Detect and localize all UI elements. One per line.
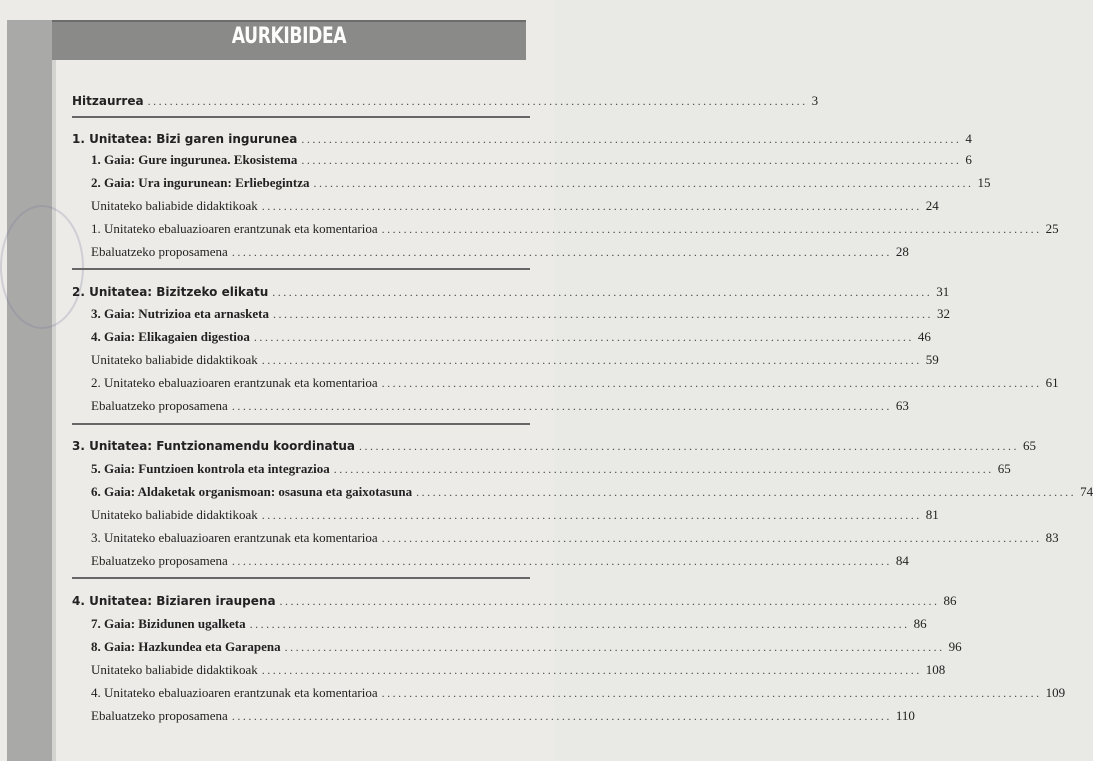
leader-dots: ........................................................................................................................ <box>416 485 1077 499</box>
toc-page-number: 46 <box>917 329 931 344</box>
leader-dots: ........................................................................................................................ <box>381 222 1042 236</box>
toc-entry <box>72 398 909 418</box>
toc-entry <box>72 530 1059 550</box>
toc-page-number: 65 <box>1022 438 1036 453</box>
leader-dots: ........................................................................................................................ <box>272 285 933 299</box>
toc-entry-label: Ebaluatzeko proposamena <box>91 708 228 723</box>
toc-entry-label: Ebaluatzeko proposamena <box>91 553 228 568</box>
leader-dots: ........................................................................................................................ <box>284 640 945 654</box>
toc-page-number: 84 <box>895 553 909 568</box>
leader-dots: ........................................................................................................................ <box>381 686 1042 700</box>
toc-page-number: 3 <box>811 93 819 108</box>
toc-page-number: 109 <box>1045 685 1066 700</box>
leader-dots: ........................................................................................................................ <box>147 94 808 108</box>
toc-entry-label: Unitateko baliabide didaktikoak <box>91 352 258 367</box>
leader-dots: ........................................................................................................................ <box>249 617 910 631</box>
leader-dots: ........................................................................................................................ <box>381 376 1042 390</box>
section-divider <box>72 577 530 579</box>
leader-dots: ........................................................................................................................ <box>261 199 922 213</box>
toc-page-number: 61 <box>1045 375 1059 390</box>
leader-dots: ........................................................................................................................ <box>261 508 922 522</box>
toc-unit-entry <box>72 593 957 613</box>
toc-page-number: 86 <box>943 593 957 608</box>
section-divider <box>72 268 530 270</box>
toc-page-number: 59 <box>925 352 939 367</box>
toc-page-number: 25 <box>1045 221 1059 236</box>
toc-entry-label: 4. Unitateko ebaluazioaren erantzunak eta komentarioa <box>91 685 378 700</box>
toc-entry-label: 3. Unitateko ebaluazioaren erantzunak eta komentarioa <box>91 530 378 545</box>
toc-page-number: 63 <box>895 398 909 413</box>
toc-entry <box>72 352 939 372</box>
toc-entry-label: 2. Unitateko ebaluazioaren erantzunak eta komentarioa <box>91 375 378 390</box>
leader-dots: ........................................................................................................................ <box>333 462 994 476</box>
toc-entry-label: Ebaluatzeko proposamena <box>91 398 228 413</box>
side-bar <box>7 20 52 761</box>
leader-dots: ........................................................................................................................ <box>231 709 892 723</box>
toc-page-number: 74 <box>1080 484 1093 499</box>
toc-page-number: 96 <box>948 639 962 654</box>
leader-dots: ........................................................................................................................ <box>261 663 922 677</box>
leader-dots: ........................................................................................................................ <box>279 594 940 608</box>
toc-entry-label: 2. Gaia: Ura ingurunean: Erliebegintza <box>91 175 310 190</box>
toc-unit-entry <box>72 438 1036 458</box>
toc-entry-label: Ebaluatzeko proposamena <box>91 244 228 259</box>
leader-dots: ........................................................................................................................ <box>273 307 934 321</box>
leader-dots: ........................................................................................................................ <box>358 439 1019 453</box>
toc-lesson-entry <box>72 329 931 349</box>
toc-lesson-entry <box>72 484 1093 504</box>
toc-entry-label: 3. Gaia: Nutrizioa eta arnasketa <box>91 306 270 321</box>
leader-dots: ........................................................................................................................ <box>253 330 914 344</box>
section-divider <box>72 423 530 425</box>
section-divider <box>72 116 530 118</box>
toc-page-number: 4 <box>965 131 972 146</box>
toc-page-number: 108 <box>925 662 946 677</box>
toc-entry-label: 6. Gaia: Aldaketak organismoan: osasuna eta gaixotasuna <box>91 484 413 499</box>
toc-entry-label: 1. Gaia: Gure ingurunea. Ekosistema <box>91 152 298 167</box>
toc-entry <box>72 244 909 264</box>
leader-dots: ........................................................................................................................ <box>231 399 892 413</box>
toc-entry <box>72 708 915 728</box>
toc-lesson-entry <box>72 616 927 636</box>
toc-entry-label: Unitateko baliabide didaktikoak <box>91 662 258 677</box>
toc-entry <box>72 507 939 527</box>
toc-page-number: 32 <box>937 306 951 321</box>
leader-dots: ........................................................................................................................ <box>261 353 922 367</box>
toc-page-number: 31 <box>936 284 950 299</box>
toc-page-number: 83 <box>1045 530 1059 545</box>
toc-entry-label: 1. Unitatea: Bizi garen ingurunea <box>72 132 298 146</box>
toc-entry-label: Unitateko baliabide didaktikoak <box>91 507 258 522</box>
toc-page-number: 6 <box>965 152 972 167</box>
toc-page-number: 28 <box>895 244 909 259</box>
page-title: AURKIBIDEA <box>231 24 347 49</box>
toc-entry <box>72 375 1059 395</box>
toc-page-number: 110 <box>895 708 915 723</box>
leader-dots: ........................................................................................................................ <box>301 132 962 146</box>
toc-lesson-entry <box>72 175 991 195</box>
leader-dots: ........................................................................................................................ <box>231 554 892 568</box>
toc-entry <box>72 553 909 573</box>
toc-unit-entry <box>72 131 972 151</box>
toc-unit-entry <box>72 93 819 113</box>
toc-entry-label: 1. Unitateko ebaluazioaren erantzunak eta komentarioa <box>91 221 378 236</box>
toc-entry-label: 4. Gaia: Elikagaien digestioa <box>91 329 250 344</box>
toc-entry-label: 7. Gaia: Bizidunen ugalketa <box>91 616 246 631</box>
toc-entry-label: Unitateko baliabide didaktikoak <box>91 198 258 213</box>
toc-page-number: 24 <box>925 198 939 213</box>
leader-dots: ........................................................................................................................ <box>381 531 1042 545</box>
toc-lesson-entry <box>72 152 972 172</box>
toc-page-number: 86 <box>913 616 927 631</box>
toc-entry <box>72 662 946 682</box>
toc-entry-label: 8. Gaia: Hazkundea eta Garapena <box>91 639 281 654</box>
leader-dots: ........................................................................................................................ <box>231 245 892 259</box>
toc-entry <box>72 221 1059 241</box>
toc-entry-label: 3. Unitatea: Funtzionamendu koordinatua <box>72 439 355 453</box>
toc-page-number: 81 <box>925 507 939 522</box>
toc-page-number: 65 <box>997 461 1011 476</box>
leader-dots: ........................................................................................................................ <box>313 176 974 190</box>
toc-lesson-entry <box>72 461 1011 481</box>
toc-lesson-entry <box>72 639 962 659</box>
toc-entry-label: 4. Unitatea: Biziaren iraupena <box>72 594 276 608</box>
side-bar-edge <box>52 58 56 761</box>
toc-entry-label: 5. Gaia: Funtzioen kontrola eta integrazioa <box>91 461 330 476</box>
toc-unit-entry <box>72 284 950 304</box>
leader-dots: ........................................................................................................................ <box>301 153 962 167</box>
toc-entry-label: 2. Unitatea: Bizitzeko elikatu <box>72 285 269 299</box>
toc-lesson-entry <box>72 306 951 326</box>
toc-page-number: 15 <box>977 175 991 190</box>
toc-entry <box>72 685 1066 705</box>
toc-entry-label: Hitzaurrea <box>72 94 144 108</box>
toc-entry <box>72 198 939 218</box>
